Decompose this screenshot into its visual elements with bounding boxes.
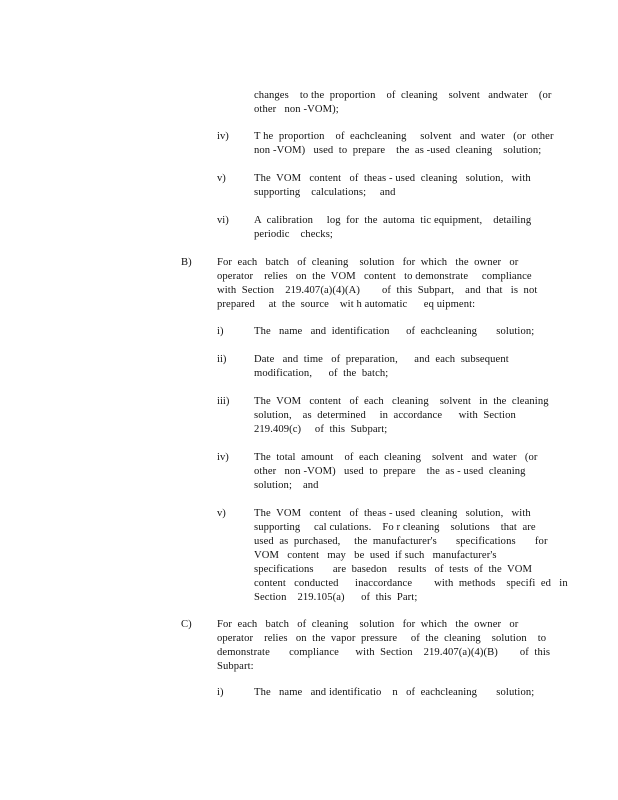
paragraph-text: with Section 219.407(a)(4)(A) of this Subpart, and that is not (217, 285, 538, 296)
paragraph-text: A calibration log for the automa tic equipment, detailing (254, 215, 532, 226)
list-marker: v) (217, 508, 226, 519)
list-marker: vi) (217, 215, 229, 226)
paragraph-text: For each batch of cleaning solution for which the owner or (217, 257, 519, 268)
paragraph-text: The name and identification of eachcleaning solution; (254, 326, 535, 337)
paragraph-text: 219.409(c) of this Subpart; (254, 424, 388, 435)
paragraph-text: The VOM content of theas - used cleaning solution, with (254, 173, 531, 184)
paragraph-text: solution, as determined in accordance with Section (254, 410, 516, 421)
list-marker: iv) (217, 131, 229, 142)
paragraph-text: The name and identificatio n of eachcleaning solution; (254, 687, 535, 698)
paragraph-text: content conducted inaccordance with methods specifi ed in (254, 578, 568, 589)
paragraph-text: For each batch of cleaning solution for which the owner or (217, 619, 519, 630)
paragraph-text: solution; and (254, 480, 319, 491)
paragraph-text: other non -VOM) used to prepare the as - used cleaning (254, 466, 526, 477)
list-marker: i) (217, 687, 224, 698)
paragraph-text: supporting calculations; and (254, 187, 396, 198)
paragraph-text: supporting cal culations. Fo r cleaning solutions that are (254, 522, 536, 533)
list-marker: v) (217, 173, 226, 184)
paragraph-text: modification, of the batch; (254, 368, 389, 379)
paragraph-text: operator relies on the vapor pressure of the cleaning solution to (217, 633, 547, 644)
paragraph-text: prepared at the source wit h automatic eq uipment: (217, 299, 476, 310)
paragraph-text: Section 219.105(a) of this Part; (254, 592, 418, 603)
list-marker: C) (181, 619, 192, 630)
paragraph-text: operator relies on the VOM content to demonstrate compliance (217, 271, 532, 282)
paragraph-text: periodic checks; (254, 229, 333, 240)
paragraph-text: other non -VOM); (254, 104, 339, 115)
paragraph-text: The VOM content of theas - used cleaning solution, with (254, 508, 531, 519)
list-marker: iv) (217, 452, 229, 463)
paragraph-text: T he proportion of eachcleaning solvent and water (or other (254, 131, 554, 142)
paragraph-text: Subpart: (217, 661, 254, 672)
paragraph-text: Date and time of preparation, and each subsequent (254, 354, 509, 365)
paragraph-text: The total amount of each cleaning solvent and water (or (254, 452, 538, 463)
list-marker: B) (181, 257, 192, 268)
paragraph-text: demonstrate compliance with Section 219.407(a)(4)(B) of this (217, 647, 551, 658)
paragraph-text: VOM content may be used if such manufacturer's (254, 550, 497, 561)
paragraph-text: changes to the proportion of cleaning solvent andwater (or (254, 90, 552, 101)
paragraph-text: used as purchased, the manufacturer's specifications for (254, 536, 548, 547)
paragraph-text: The VOM content of each cleaning solvent in the cleaning (254, 396, 549, 407)
paragraph-text: specifications are basedon results of tests of the VOM (254, 564, 533, 575)
list-marker: iii) (217, 396, 230, 407)
list-marker: ii) (217, 354, 227, 365)
paragraph-text: non -VOM) used to prepare the as -used cleaning solution; (254, 145, 542, 156)
list-marker: i) (217, 326, 224, 337)
